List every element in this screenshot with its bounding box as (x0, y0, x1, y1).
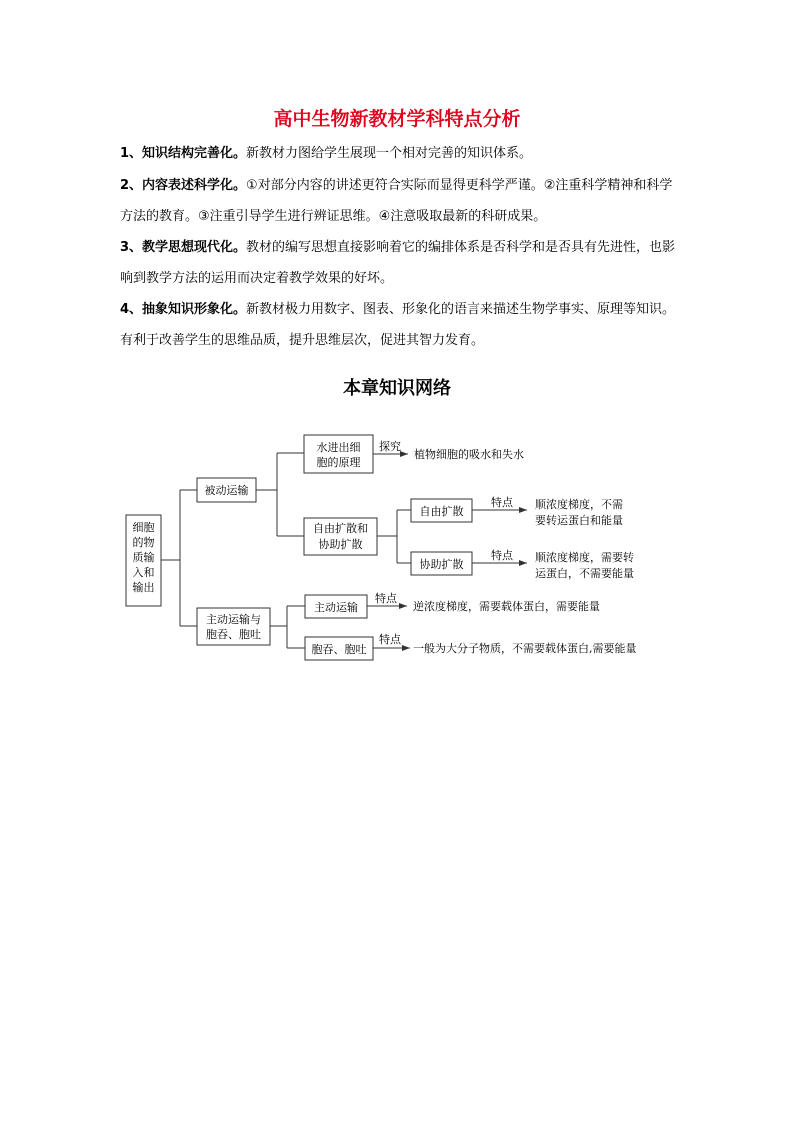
root-label-3: 质输 (132, 551, 155, 564)
root-label-1: 细胞 (132, 521, 155, 534)
water-principle-label-1: 水进出细 (316, 441, 361, 454)
point-text: 新教材极力用数字、图表、形象化的语言来描述生物学事实、原理等知识。有利于改善学生的思维品质，提升思维层次，促进其智力发育。 (120, 302, 676, 348)
knowledge-network-title: 本章知识网络 (343, 378, 451, 399)
point-heading: 4、抽象知识形象化。 (120, 302, 247, 317)
free-desc-1: 顺浓度梯度，不需 (535, 498, 623, 511)
free-desc-2: 要转运蛋白和能量 (535, 514, 623, 527)
plant-cell-label: 植物细胞的吸水和失水 (414, 448, 524, 461)
endo-exo-label: 胞吞、胞吐 (311, 643, 367, 656)
assisted-diffusion-label: 协助扩散 (419, 558, 464, 571)
point-heading: 3、教学思想现代化。 (120, 240, 247, 255)
point-text: 新教材力图给学生展现一个相对完善的知识体系。 (246, 146, 533, 161)
free-diffusion-label: 自由扩散 (419, 505, 464, 518)
active-transport-label: 主动运输 (314, 601, 358, 614)
point-heading: 2、内容表述科学化。 (120, 178, 247, 193)
explore-label: 探究 (379, 440, 401, 453)
passive-transport-label: 被动运输 (204, 484, 249, 497)
root-label-5: 输出 (132, 581, 155, 594)
free-assisted-label-2: 协助扩散 (318, 538, 363, 551)
active-endo-label-1: 主动运输与 (206, 613, 261, 626)
page-title: 高中生物新教材学科特点分析 (273, 108, 521, 130)
feature-label-active: 特点 (375, 592, 397, 605)
free-assisted-label-1: 自由扩散和 (313, 522, 368, 535)
point-text: 教材的编写思想直接影响着它的编排体系是否科学和是否具有先进性，也影响到教学方法的运用而决定着教学效果的好坏。 (120, 240, 676, 286)
active-desc: 逆浓度梯度，需要载体蛋白，需要能量 (413, 600, 600, 613)
water-principle-label-2: 胞的原理 (316, 456, 361, 469)
root-label-4: 入和 (132, 566, 155, 579)
root-label-2: 的物 (132, 536, 155, 549)
assisted-desc-1: 顺浓度梯度，需要转 (535, 551, 634, 564)
feature-label-free: 特点 (491, 496, 513, 509)
point-heading: 1、知识结构完善化。 (120, 146, 247, 161)
feature-label-assisted: 特点 (491, 549, 513, 562)
point-text: ①对部分内容的讲述更符合实际而显得更科学严谨。②注重科学精神和科学方法的教育。③注重引导学生进行辨证思维。④注意吸取最新的科研成果。 (120, 178, 673, 224)
assisted-desc-2: 运蛋白，不需要能量 (535, 567, 634, 580)
endo-desc: 一般为大分子物质，不需要载体蛋白,需要能量 (413, 642, 637, 655)
feature-label-endo: 特点 (379, 633, 401, 646)
active-endo-label-2: 胞吞、胞吐 (206, 628, 261, 641)
